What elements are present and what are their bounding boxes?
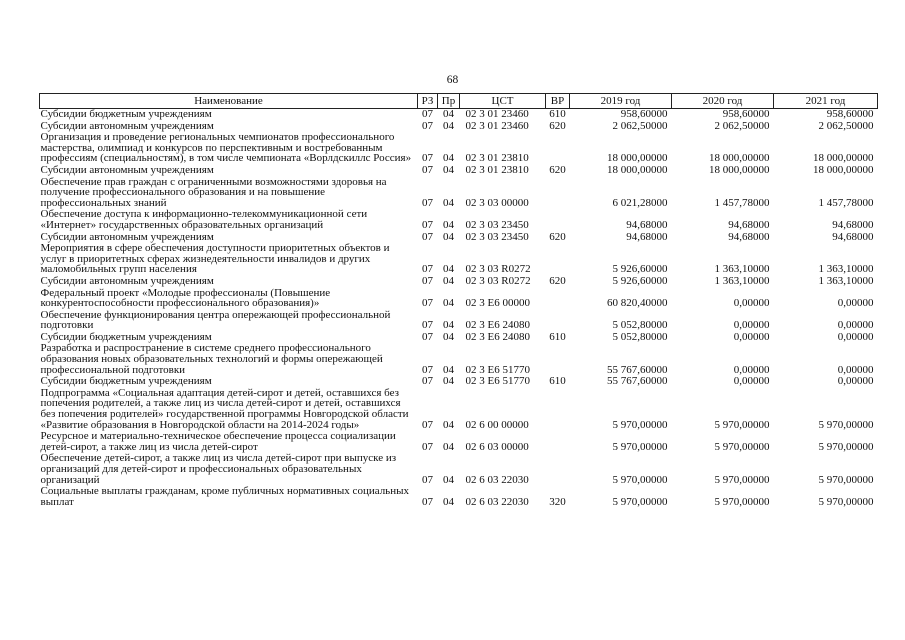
table-row — [40, 387, 878, 430]
cell-2020: 958,60000 — [722, 108, 770, 120]
cell-2021: 0,00000 — [837, 375, 874, 388]
cell-rz: 07 — [422, 152, 433, 165]
cell-2021: 18 000,00000 — [813, 163, 874, 176]
cell-cst: 02 6 03 22030 — [465, 495, 529, 508]
cell-name: Ресурсное и материально-техническое обеспечение процесса социализации детей-сирот, а также лиц из числа детей-сирот — [40, 430, 396, 453]
cell-2021: 94,68000 — [832, 218, 874, 231]
cell-rz: 07 — [422, 218, 433, 231]
cell-2021: 2 062,50000 — [818, 119, 874, 132]
cell-2019: 5 970,00000 — [612, 418, 668, 431]
cell-2019: 55 767,60000 — [607, 363, 668, 376]
cell-rz: 07 — [422, 263, 433, 276]
cell-rz: 07 — [422, 196, 433, 209]
cell-cst: 02 3 01 23810 — [465, 163, 529, 176]
cell-2019: 5 052,80000 — [612, 330, 668, 343]
header-2021: 2021 год — [774, 94, 878, 109]
cell-2021: 5 970,00000 — [818, 440, 874, 453]
cell-2020: 5 970,00000 — [714, 440, 770, 453]
table-row — [40, 131, 878, 164]
cell-name: Субсидии бюджетным учреждениям — [40, 375, 212, 388]
cell-2021: 0,00000 — [837, 297, 874, 310]
cell-2020: 0,00000 — [733, 363, 770, 376]
cell-pr: 04 — [443, 218, 454, 231]
cell-cst: 02 3 01 23460 — [465, 119, 529, 132]
cell-2019: 18 000,00000 — [607, 163, 668, 176]
cell-pr: 04 — [443, 495, 454, 508]
cell-vr — [546, 208, 570, 230]
cell-pr: 04 — [443, 418, 454, 431]
cell-cst: 02 3 01 23460 — [465, 108, 529, 120]
cell-pr: 04 — [443, 274, 454, 287]
cell-2021: 94,68000 — [832, 230, 874, 243]
cell-pr: 04 — [443, 119, 454, 132]
cell-name: Обеспечение детей-сирот, а также лиц из числа детей-сирот при выпуске из организаций для детей-сирот и профессиональных образовательных организаций — [40, 452, 397, 486]
cell-cst: 02 3 E6 51770 — [465, 375, 530, 388]
cell-2020: 0,00000 — [733, 319, 770, 332]
header-vr: ВР — [546, 94, 570, 109]
cell-2020: 18 000,00000 — [709, 152, 770, 165]
header-name: Наименование — [40, 94, 418, 109]
cell-vr: 620 — [549, 119, 566, 132]
cell-vr — [546, 242, 570, 275]
cell-2019: 5 970,00000 — [612, 495, 668, 508]
cell-2020: 0,00000 — [733, 297, 770, 310]
cell-2021: 5 970,00000 — [818, 495, 874, 508]
cell-vr — [546, 387, 570, 430]
cell-cst: 02 6 03 00000 — [465, 440, 529, 453]
cell-vr: 610 — [549, 375, 566, 388]
table-row — [40, 485, 878, 507]
cell-2019: 5 970,00000 — [612, 440, 668, 453]
cell-2021: 0,00000 — [837, 330, 874, 343]
cell-pr: 04 — [443, 163, 454, 176]
cell-rz: 07 — [422, 473, 433, 486]
cell-2020: 5 970,00000 — [714, 473, 770, 486]
table-header-row — [40, 94, 878, 109]
table-row — [40, 109, 878, 120]
cell-vr: 620 — [549, 230, 566, 243]
cell-2020: 0,00000 — [733, 375, 770, 388]
cell-cst: 02 6 03 22030 — [465, 473, 529, 486]
cell-2020: 1 363,10000 — [714, 274, 770, 287]
cell-cst: 02 3 03 23450 — [465, 230, 529, 243]
cell-cst: 02 3 E6 51770 — [465, 363, 530, 376]
cell-pr: 04 — [443, 375, 454, 388]
cell-vr: 620 — [549, 163, 566, 176]
cell-rz: 07 — [422, 297, 433, 310]
cell-2021: 1 363,10000 — [818, 274, 874, 287]
header-rz: РЗ — [418, 94, 438, 109]
table-row — [40, 275, 878, 287]
table-row — [40, 242, 878, 275]
cell-pr: 04 — [443, 297, 454, 310]
cell-name: Федеральный проект «Молодые профессионалы (Повышение конкурентоспособности профессионального образования)» — [40, 286, 331, 310]
cell-2021: 0,00000 — [837, 363, 874, 376]
cell-rz: 07 — [422, 108, 433, 120]
cell-name: Обеспечение доступа к информационно-телекоммуникационной сети «Интернет» государственных образовательных организаций — [40, 208, 368, 231]
cell-vr — [546, 176, 570, 209]
cell-name: Организация и проведение региональных чемпионатов профессионального мастерства, олимпиад и конкурсов по перспективным и востребованным профессиям (специальностям), в том числе чемпионата «Ворлдскиллс Россия» — [40, 131, 412, 165]
cell-vr — [546, 287, 570, 309]
cell-pr: 04 — [443, 196, 454, 209]
cell-2019: 94,68000 — [626, 218, 668, 231]
cell-2020: 18 000,00000 — [709, 163, 770, 176]
table-row — [40, 331, 878, 343]
cell-pr: 04 — [443, 363, 454, 376]
cell-vr: 620 — [549, 274, 566, 287]
cell-vr — [546, 452, 570, 485]
cell-2020: 1 363,10000 — [714, 263, 770, 276]
cell-name: Социальные выплаты гражданам, кроме публичных нормативных социальных выплат — [40, 485, 409, 508]
cell-2019: 5 052,80000 — [612, 319, 668, 332]
budget-table — [39, 93, 878, 507]
cell-2021: 0,00000 — [837, 319, 874, 332]
table-row — [40, 208, 878, 230]
cell-2019: 60 820,40000 — [607, 297, 668, 310]
cell-rz: 07 — [422, 375, 433, 388]
cell-name: Обеспечение прав граждан с ограниченными возможностями здоровья на получение профессионального образования и на повышение профессиональных знаний — [40, 175, 387, 209]
cell-rz: 07 — [422, 440, 433, 453]
cell-2020: 1 457,78000 — [714, 196, 770, 209]
cell-2021: 5 970,00000 — [818, 473, 874, 486]
cell-2019: 5 970,00000 — [612, 473, 668, 486]
table-row — [40, 452, 878, 485]
cell-pr: 04 — [443, 330, 454, 343]
cell-2019: 2 062,50000 — [612, 119, 668, 132]
cell-cst: 02 3 E6 24080 — [465, 319, 530, 332]
header-cst: ЦСТ — [460, 94, 546, 109]
cell-rz: 07 — [422, 363, 433, 376]
table-row — [40, 231, 878, 243]
cell-name: Субсидии бюджетным учреждениям — [40, 108, 212, 120]
cell-2020: 94,68000 — [728, 218, 770, 231]
cell-rz: 07 — [422, 274, 433, 287]
cell-cst: 02 3 03 23450 — [465, 218, 529, 231]
cell-name: Обеспечение функционирования центра опережающей профессиональной подготовки — [40, 308, 391, 332]
cell-name: Субсидии автономным учреждениям — [40, 230, 214, 243]
cell-vr — [546, 342, 570, 375]
cell-vr: 610 — [549, 108, 566, 120]
table-row — [40, 430, 878, 452]
cell-2020: 5 970,00000 — [714, 418, 770, 431]
cell-2020: 94,68000 — [728, 230, 770, 243]
header-2020: 2020 год — [672, 94, 774, 109]
cell-2021: 1 363,10000 — [818, 263, 874, 276]
cell-vr — [546, 430, 570, 452]
cell-rz: 07 — [422, 418, 433, 431]
cell-name: Субсидии автономным учреждениям — [40, 163, 214, 176]
cell-vr: 320 — [549, 495, 566, 508]
cell-cst: 02 3 E6 24080 — [465, 330, 530, 343]
table-row — [40, 375, 878, 387]
cell-cst: 02 3 01 23810 — [465, 152, 529, 165]
cell-pr: 04 — [443, 440, 454, 453]
cell-name: Субсидии бюджетным учреждениям — [40, 330, 212, 343]
cell-2019: 94,68000 — [626, 230, 668, 243]
cell-rz: 07 — [422, 495, 433, 508]
cell-rz: 07 — [422, 230, 433, 243]
cell-name: Подпрограмма «Социальная адаптация детей-сирот и детей, оставшихся без попечения родителей, а также лиц из числа детей-сирот и детей, оставшихся без попечения родителей» государственной программы Новгородской области «Развитие образования в Новгородской области на 2014-2024 годы» — [40, 386, 409, 431]
cell-2019: 958,60000 — [620, 108, 668, 120]
cell-2021: 18 000,00000 — [813, 152, 874, 165]
cell-vr — [546, 131, 570, 164]
header-2019: 2019 год — [570, 94, 672, 109]
cell-cst: 02 3 03 R0272 — [465, 263, 531, 276]
table-row — [40, 287, 878, 309]
cell-2019: 5 926,60000 — [612, 263, 668, 276]
cell-cst: 02 6 00 00000 — [465, 418, 529, 431]
cell-pr: 04 — [443, 152, 454, 165]
cell-2019: 5 926,60000 — [612, 274, 668, 287]
cell-pr: 04 — [443, 230, 454, 243]
cell-name: Субсидии автономным учреждениям — [40, 274, 214, 287]
cell-name: Субсидии автономным учреждениям — [40, 119, 214, 132]
cell-pr: 04 — [443, 263, 454, 276]
page-number: 68 — [446, 74, 459, 86]
table-row — [40, 342, 878, 375]
cell-2019: 55 767,60000 — [607, 375, 668, 388]
table-row — [40, 120, 878, 132]
cell-pr: 04 — [443, 319, 454, 332]
cell-name: Мероприятия в сфере обеспечения доступности приоритетных объектов и услуг в приоритетных сферах жизнедеятельности инвалидов и других маломобильных групп населения — [40, 242, 390, 276]
cell-2021: 1 457,78000 — [818, 196, 874, 209]
cell-vr — [546, 309, 570, 331]
cell-cst: 02 3 03 00000 — [465, 196, 529, 209]
cell-2020: 2 062,50000 — [714, 119, 770, 132]
cell-vr: 610 — [549, 330, 566, 343]
cell-2021: 958,60000 — [826, 108, 874, 120]
cell-2021: 5 970,00000 — [818, 418, 874, 431]
header-pr: Пр — [438, 94, 460, 109]
cell-2020: 5 970,00000 — [714, 495, 770, 508]
cell-pr: 04 — [443, 108, 454, 120]
cell-pr: 04 — [443, 473, 454, 486]
cell-rz: 07 — [422, 330, 433, 343]
table-row — [40, 309, 878, 331]
cell-rz: 07 — [422, 163, 433, 176]
cell-rz: 07 — [422, 119, 433, 132]
cell-cst: 02 3 03 R0272 — [465, 274, 531, 287]
cell-2019: 18 000,00000 — [607, 152, 668, 165]
cell-2019: 6 021,28000 — [612, 196, 668, 209]
table-row — [40, 164, 878, 176]
table-row — [40, 176, 878, 209]
cell-rz: 07 — [422, 319, 433, 332]
cell-cst: 02 3 E6 00000 — [465, 297, 530, 310]
cell-name: Разработка и распространение в системе среднего профессионального образования новых образовательных технологий и формы опережающей профессиональной подготовки — [40, 342, 383, 376]
cell-2020: 0,00000 — [733, 330, 770, 343]
